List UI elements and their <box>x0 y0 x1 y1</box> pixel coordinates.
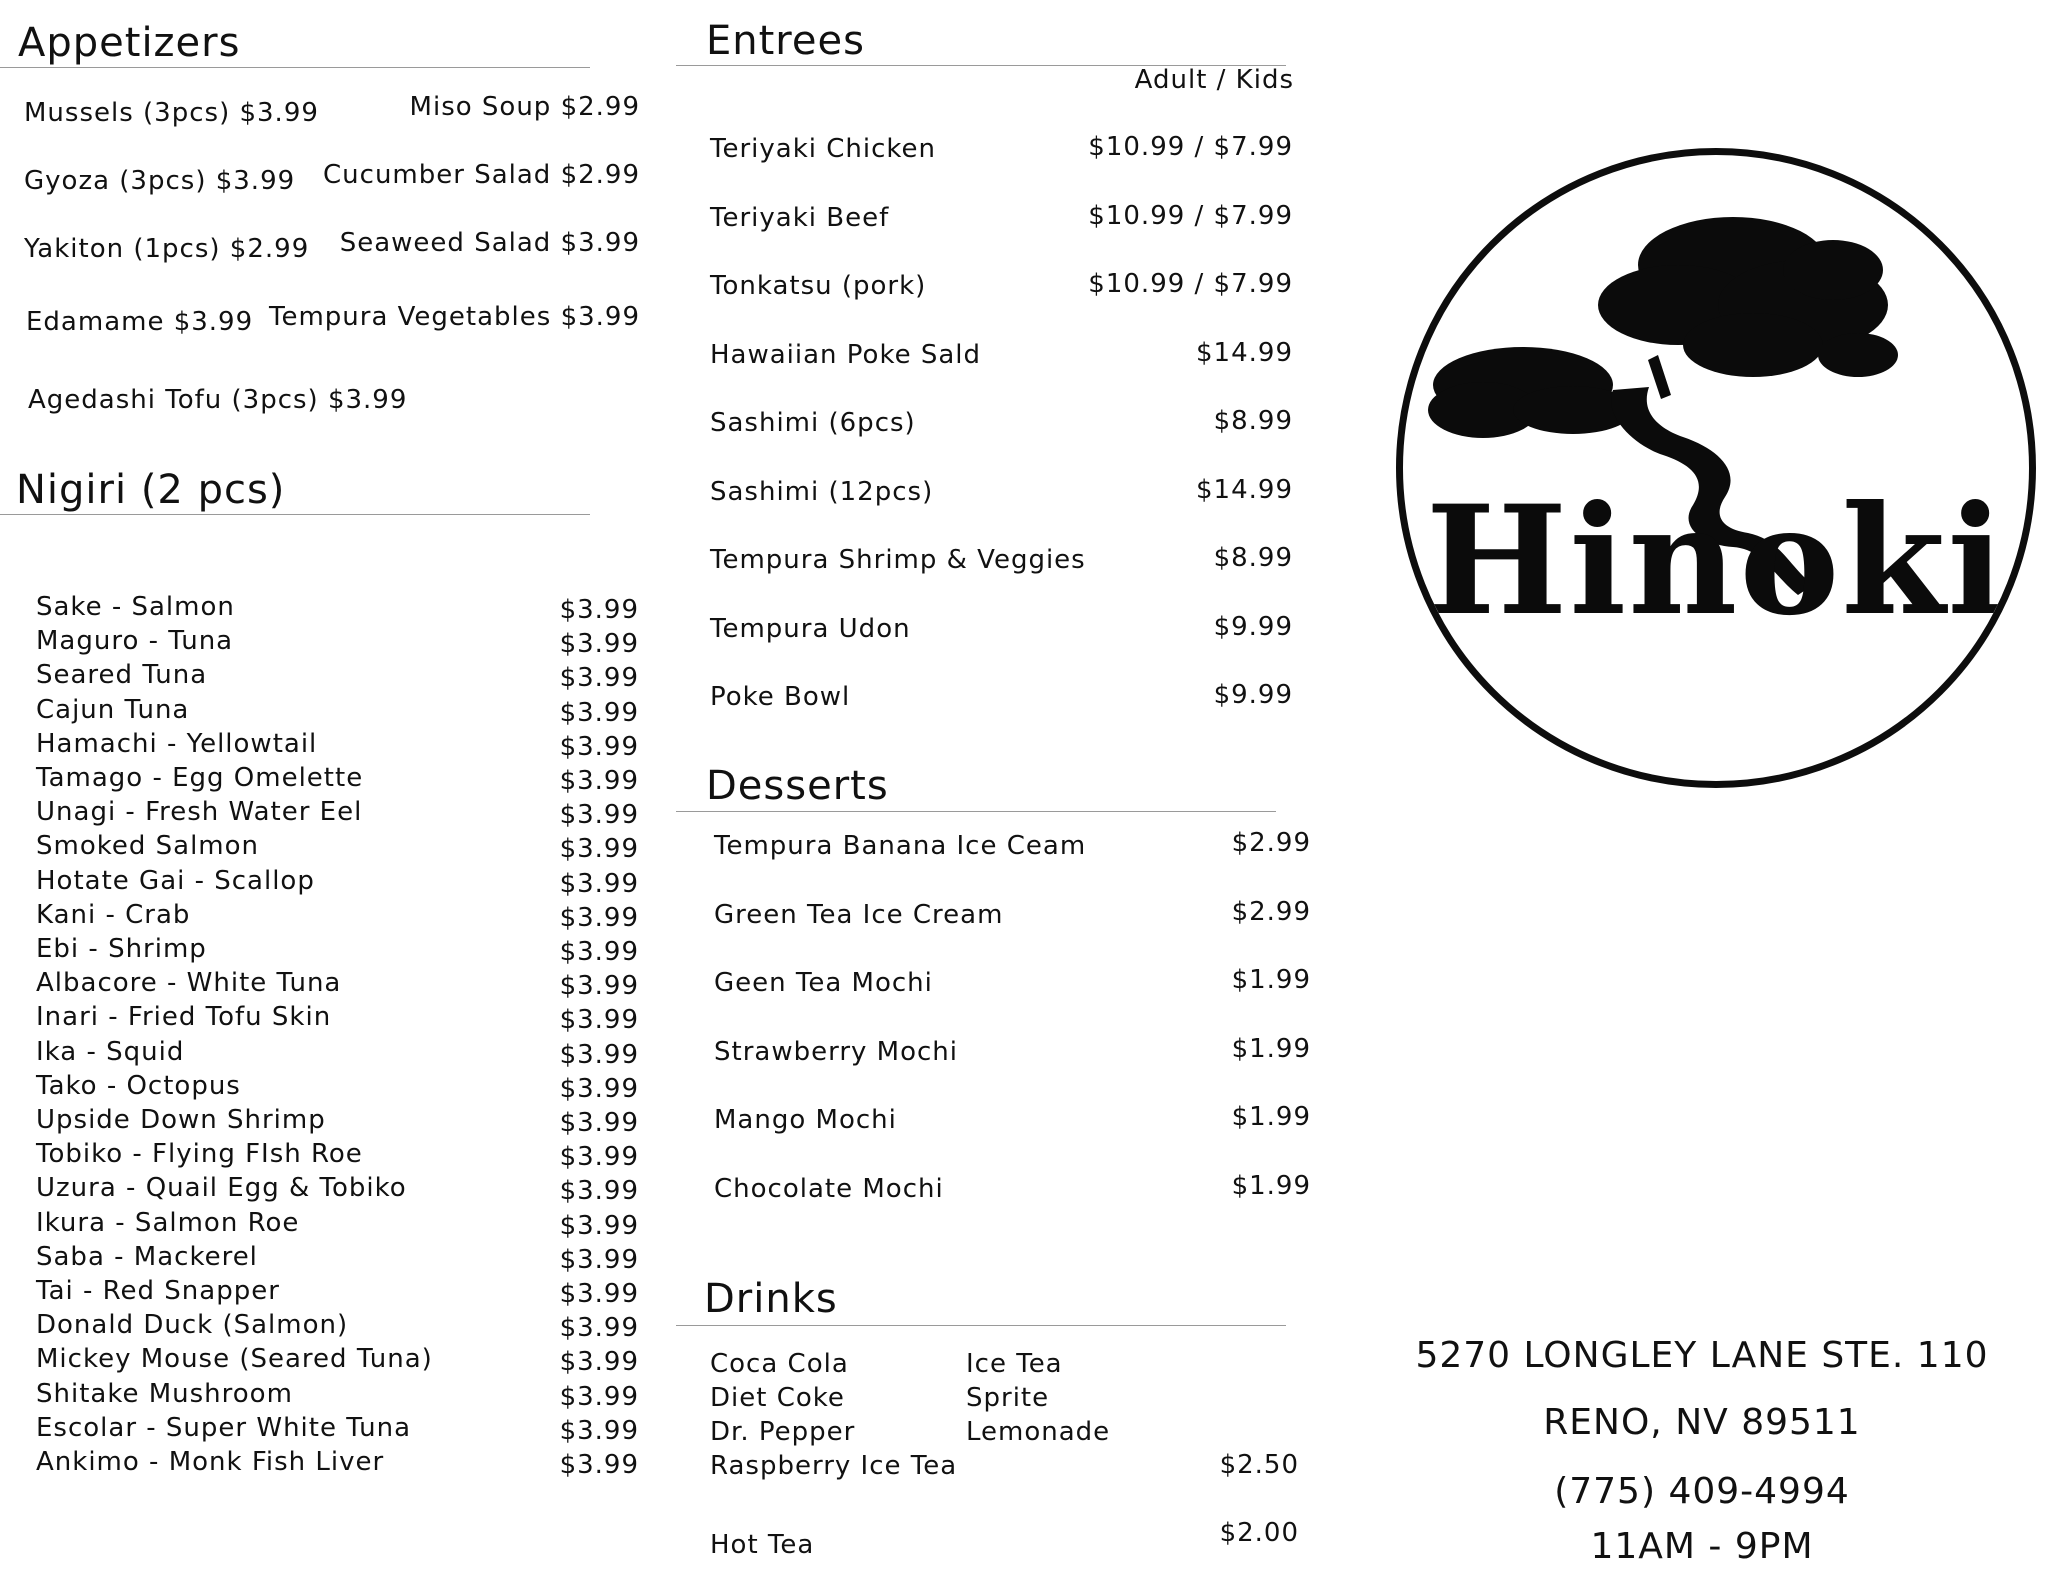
address-line-2: RENO, NV 89511 <box>1543 1402 1861 1443</box>
appetizer-item: Agedashi Tofu (3pcs) $3.99 <box>28 385 408 415</box>
nigiri-item-price: $3.99 <box>559 766 639 796</box>
drink-item: Dr. Pepper <box>710 1417 856 1447</box>
nigiri-item-price: $3.99 <box>559 1279 639 1309</box>
dessert-item-price: $1.99 <box>1231 1033 1311 1064</box>
nigiri-item-price: $3.99 <box>559 1142 639 1173</box>
entree-item-name: Sashimi (6pcs) <box>710 408 916 438</box>
dessert-item-price: $1.99 <box>1231 1102 1311 1132</box>
dessert-item-name: Green Tea Ice Cream <box>714 899 1004 930</box>
nigiri-rule <box>0 514 590 515</box>
nigiri-item-name: Unagi - Fresh Water Eel <box>36 797 363 828</box>
drink-item: Ice Tea <box>966 1349 1063 1379</box>
nigiri-item-price: $3.99 <box>559 1244 639 1275</box>
nigiri-item-price: $3.99 <box>559 1313 639 1344</box>
nigiri-item-name: Hotate Gai - Scallop <box>36 865 315 896</box>
appetizer-item: Seaweed Salad $3.99 <box>339 228 640 258</box>
nigiri-item-price: $3.99 <box>559 834 639 865</box>
appetizer-item: Cucumber Salad $2.99 <box>323 160 640 190</box>
nigiri-item-name: Tobiko - Flying FIsh Roe <box>36 1139 363 1170</box>
nigiri-item-name: Kani - Crab <box>36 899 191 930</box>
nigiri-item-price: $3.99 <box>559 629 639 660</box>
entree-item-name: Teriyaki Beef <box>710 202 890 233</box>
entree-item-name: Sashimi (12pcs) <box>710 476 934 507</box>
nigiri-item-name: Tamago - Egg Omelette <box>36 763 364 793</box>
nigiri-item-price: $3.99 <box>559 800 639 831</box>
dessert-item-price: $1.99 <box>1231 1170 1311 1201</box>
dessert-item-price: $2.99 <box>1231 896 1311 927</box>
nigiri-item-price: $3.99 <box>559 937 639 967</box>
entree-item-price: $10.99 / $7.99 <box>1088 200 1293 231</box>
nigiri-item-price: $3.99 <box>559 1415 639 1446</box>
nigiri-item-name: Tako - Octopus <box>36 1070 241 1101</box>
entrees-heading: Entrees <box>706 18 865 64</box>
appetizer-item: Tempura Vegetables $3.99 <box>268 302 640 332</box>
drink-item: Lemonade <box>966 1417 1111 1447</box>
desserts-rule <box>676 811 1276 812</box>
entree-item-name: Hawaiian Poke Sald <box>710 339 982 370</box>
dessert-item-name: Tempura Banana Ice Ceam <box>714 831 1087 861</box>
nigiri-item-name: Ikura - Salmon Roe <box>36 1207 300 1238</box>
nigiri-item-name: Donald Duck (Salmon) <box>36 1310 349 1341</box>
nigiri-item-price: $3.99 <box>559 1210 639 1241</box>
nigiri-heading: Nigiri (2 pcs) <box>16 467 286 513</box>
nigiri-item-price: $3.99 <box>559 1039 639 1070</box>
nigiri-item-name: Cajun Tuna <box>36 694 190 725</box>
nigiri-item-name: Tai - Red Snapper <box>36 1276 280 1306</box>
entree-item-price: $8.99 <box>1213 543 1293 573</box>
drink-item: Hot Tea <box>710 1530 815 1560</box>
nigiri-item-price: $3.99 <box>559 595 639 625</box>
drinks-rule <box>676 1325 1286 1326</box>
entree-item-price: $10.99 / $7.99 <box>1088 132 1293 162</box>
nigiri-item-price: $3.99 <box>559 971 639 1002</box>
drink-price: $2.50 <box>1219 1450 1299 1480</box>
entree-item-name: Tempura Udon <box>710 613 911 644</box>
entrees-subheader: Adult / Kids <box>1134 65 1294 95</box>
appetizer-item: Miso Soup $2.99 <box>409 92 640 122</box>
nigiri-item-price: $3.99 <box>559 663 639 694</box>
nigiri-item-price: $3.99 <box>559 1108 639 1138</box>
nigiri-item-price: $3.99 <box>559 697 639 728</box>
nigiri-item-price: $3.99 <box>559 1073 639 1104</box>
nigiri-item-name: Saba - Mackerel <box>36 1241 258 1272</box>
nigiri-item-name: Upside Down Shrimp <box>36 1105 326 1135</box>
nigiri-item-price: $3.99 <box>559 1005 639 1036</box>
nigiri-item-name: Inari - Fried Tofu Skin <box>36 1002 332 1033</box>
drink-item: Diet Coke <box>710 1383 845 1413</box>
dessert-item-price: $2.99 <box>1231 828 1311 858</box>
appetizer-item: Yakiton (1pcs) $2.99 <box>24 234 310 264</box>
entree-item-price: $9.99 <box>1213 680 1293 710</box>
appetizer-item: Mussels (3pcs) $3.99 <box>24 98 319 128</box>
address-line-1: 5270 LONGLEY LANE STE. 110 <box>1415 1335 1989 1376</box>
entree-item-price: $8.99 <box>1213 406 1293 436</box>
phone-number: (775) 409-4994 <box>1554 1471 1850 1512</box>
nigiri-item-price: $3.99 <box>559 731 639 762</box>
nigiri-item-name: Smoked Salmon <box>36 831 260 862</box>
hinoki-logo <box>1396 148 2036 788</box>
dessert-item-name: Mango Mochi <box>714 1105 897 1135</box>
drink-price: $2.00 <box>1219 1518 1299 1548</box>
dessert-item-price: $1.99 <box>1231 965 1311 995</box>
drink-item: Sprite <box>966 1383 1050 1413</box>
nigiri-item-name: Ebi - Shrimp <box>36 934 207 964</box>
nigiri-item-name: Escolar - Super White Tuna <box>36 1412 412 1443</box>
hours: 11AM - 9PM <box>1590 1526 1814 1567</box>
entree-item-name: Tempura Shrimp & Veggies <box>710 545 1086 575</box>
entree-item-price: $14.99 <box>1196 337 1293 368</box>
drink-item: Raspberry Ice Tea <box>710 1451 958 1481</box>
drink-item: Coca Cola <box>710 1349 849 1379</box>
entree-item-price: $14.99 <box>1196 474 1293 505</box>
nigiri-item-name: Ika - Squid <box>36 1036 185 1067</box>
nigiri-item-name: Albacore - White Tuna <box>36 968 342 999</box>
nigiri-item-price: $3.99 <box>559 902 639 933</box>
nigiri-item-name: Mickey Mouse (Seared Tuna) <box>36 1344 433 1375</box>
dessert-item-name: Chocolate Mochi <box>714 1173 944 1204</box>
desserts-heading: Desserts <box>706 763 889 809</box>
entree-item-price: $10.99 / $7.99 <box>1088 269 1293 299</box>
entree-item-name: Poke Bowl <box>710 682 851 712</box>
dessert-item-name: Strawberry Mochi <box>714 1036 958 1067</box>
nigiri-item-name: Uzura - Quail Egg & Tobiko <box>36 1173 407 1204</box>
appetizers-heading: Appetizers <box>18 20 241 66</box>
appetizers-rule <box>0 67 590 68</box>
dessert-item-name: Geen Tea Mochi <box>714 968 933 998</box>
nigiri-item-price: $3.99 <box>559 1381 639 1412</box>
nigiri-item-name: Sake - Salmon <box>36 592 235 622</box>
nigiri-item-name: Hamachi - Yellowtail <box>36 728 318 759</box>
nigiri-item-price: $3.99 <box>559 1176 639 1207</box>
bonsai-tree-icon <box>1403 155 2029 781</box>
appetizer-item: Edamame $3.99 <box>26 307 254 337</box>
drinks-heading: Drinks <box>704 1276 838 1322</box>
nigiri-item-name: Maguro - Tuna <box>36 626 234 657</box>
nigiri-item-name: Shitake Mushroom <box>36 1378 293 1409</box>
nigiri-item-price: $3.99 <box>559 1347 639 1378</box>
entree-item-price: $9.99 <box>1213 611 1293 642</box>
nigiri-item-price: $3.99 <box>559 868 639 899</box>
nigiri-item-price: $3.99 <box>559 1450 639 1480</box>
entree-item-name: Teriyaki Chicken <box>710 134 936 164</box>
logo-wordmark: Hinoki <box>1425 473 2007 649</box>
nigiri-item-name: Seared Tuna <box>36 660 208 691</box>
appetizer-item: Gyoza (3pcs) $3.99 <box>24 166 296 196</box>
nigiri-item-name: Ankimo - Monk Fish Liver <box>36 1447 385 1477</box>
entree-item-name: Tonkatsu (pork) <box>710 271 927 301</box>
